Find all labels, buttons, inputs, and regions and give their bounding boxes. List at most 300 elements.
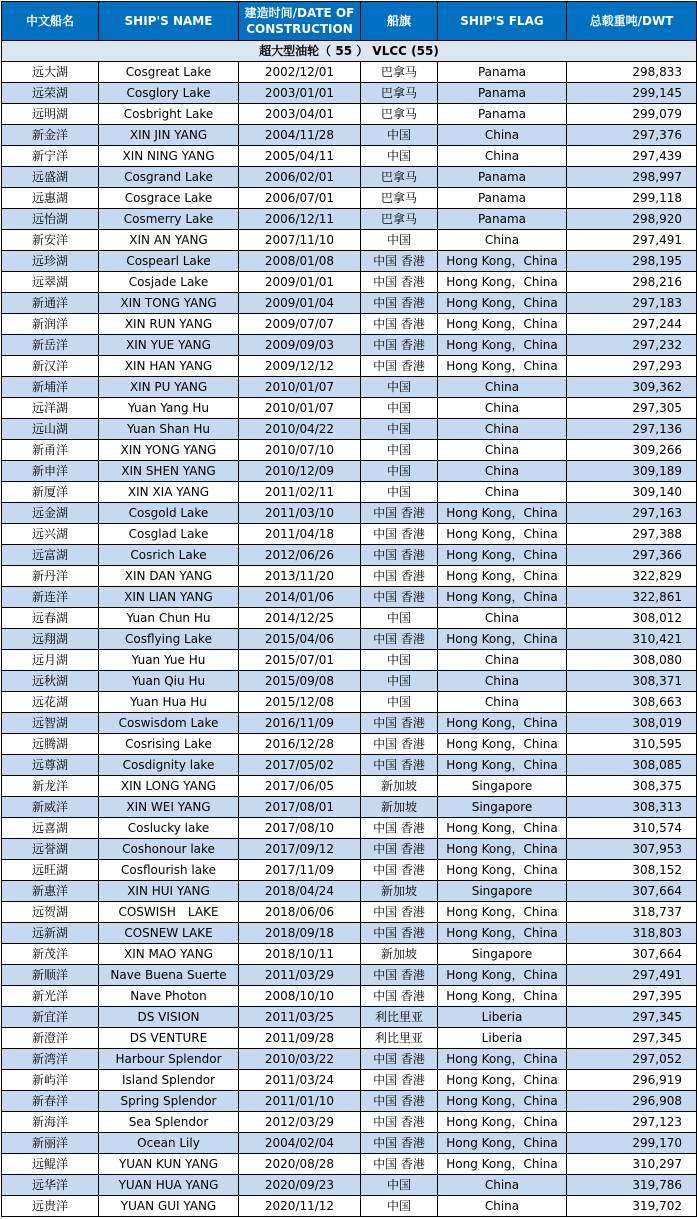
cn-name-cell: 新润洋 — [2, 314, 99, 335]
flag-en-cell: China — [438, 671, 567, 692]
flag-cn-cell: 中国 — [361, 377, 438, 398]
dwt-cell: 307,664 — [567, 881, 697, 902]
cn-name-cell: 新宁洋 — [2, 146, 99, 167]
ship-name-cell: Cosflying Lake — [99, 629, 239, 650]
flag-en-cell: Hong Kong，China — [438, 524, 567, 545]
construction-date-cell: 2016/12/28 — [239, 734, 361, 755]
cn-name-cell: 新湾洋 — [2, 1049, 99, 1070]
table-row — [2, 734, 697, 755]
table-row — [2, 125, 697, 146]
dwt-cell: 297,395 — [567, 986, 697, 1007]
dwt-cell: 297,491 — [567, 965, 697, 986]
table-row — [2, 230, 697, 251]
flag-en-cell: Singapore — [438, 776, 567, 797]
ship-name-cell: Yuan Qiu Hu — [99, 671, 239, 692]
table-row — [2, 608, 697, 629]
flag-en-cell: Liberia — [438, 1028, 567, 1049]
flag-cn-cell: 中国 香港 — [361, 335, 438, 356]
table-row — [2, 1154, 697, 1175]
ship-name-cell: Cosgrace Lake — [99, 188, 239, 209]
ship-name-cell: XIN MAO YANG — [99, 944, 239, 965]
flag-en-cell: Singapore — [438, 881, 567, 902]
flag-en-cell: Hong Kong，China — [438, 818, 567, 839]
flag-en-cell: Hong Kong，China — [438, 965, 567, 986]
flag-cn-cell: 中国 — [361, 440, 438, 461]
cn-name-cell: 远喜湖 — [2, 818, 99, 839]
dwt-cell: 309,362 — [567, 377, 697, 398]
construction-date-cell: 2009/12/12 — [239, 356, 361, 377]
dwt-cell: 297,244 — [567, 314, 697, 335]
dwt-cell: 298,997 — [567, 167, 697, 188]
section-row — [2, 41, 697, 62]
ship-name-cell: Coswisdom Lake — [99, 713, 239, 734]
dwt-cell: 318,803 — [567, 923, 697, 944]
construction-date-cell: 2018/10/11 — [239, 944, 361, 965]
construction-date-cell: 2017/09/12 — [239, 839, 361, 860]
construction-date-cell: 2014/01/06 — [239, 587, 361, 608]
dwt-cell: 310,421 — [567, 629, 697, 650]
ship-name-cell: YUAN HUA YANG — [99, 1175, 239, 1196]
ship-name-cell: Cosflourish lake — [99, 860, 239, 881]
dwt-cell: 296,919 — [567, 1070, 697, 1091]
flag-en-cell: Hong Kong，China — [438, 335, 567, 356]
dwt-cell: 297,293 — [567, 356, 697, 377]
dwt-cell: 308,085 — [567, 755, 697, 776]
construction-date-cell: 2007/11/10 — [239, 230, 361, 251]
dwt-cell: 318,737 — [567, 902, 697, 923]
dwt-cell: 299,145 — [567, 83, 697, 104]
table-row — [2, 881, 697, 902]
table-row — [2, 461, 697, 482]
cn-name-cell: 远新湖 — [2, 923, 99, 944]
flag-en-cell: Hong Kong，China — [438, 839, 567, 860]
table-row — [2, 1007, 697, 1028]
flag-en-cell: China — [438, 146, 567, 167]
cn-name-cell: 新惠洋 — [2, 881, 99, 902]
dwt-cell: 308,371 — [567, 671, 697, 692]
cn-name-cell: 新春洋 — [2, 1091, 99, 1112]
flag-en-cell: Panama — [438, 83, 567, 104]
table-row — [2, 272, 697, 293]
ship-name-cell: Yuan Chun Hu — [99, 608, 239, 629]
construction-date-cell: 2017/08/10 — [239, 818, 361, 839]
flag-cn-cell: 中国 香港 — [361, 587, 438, 608]
ship-name-cell: Harbour Splendor — [99, 1049, 239, 1070]
ship-name-cell: XIN JIN YANG — [99, 125, 239, 146]
table-row — [2, 440, 697, 461]
flag-en-cell: China — [438, 419, 567, 440]
dwt-cell: 297,123 — [567, 1112, 697, 1133]
construction-date-cell: 2017/05/02 — [239, 755, 361, 776]
cn-name-cell: 新龙洋 — [2, 776, 99, 797]
construction-date-cell: 2005/04/11 — [239, 146, 361, 167]
flag-en-cell: Hong Kong，China — [438, 356, 567, 377]
table-row — [2, 818, 697, 839]
table-row — [2, 755, 697, 776]
flag-en-cell: Hong Kong，China — [438, 251, 567, 272]
construction-date-cell: 2018/09/18 — [239, 923, 361, 944]
cn-name-cell: 远盛湖 — [2, 167, 99, 188]
construction-date-cell: 2004/02/04 — [239, 1133, 361, 1154]
cn-name-cell: 远尊湖 — [2, 755, 99, 776]
flag-cn-cell: 巴拿马 — [361, 104, 438, 125]
ship-name-cell: Spring Splendor — [99, 1091, 239, 1112]
construction-date-cell: 2017/06/05 — [239, 776, 361, 797]
flag-en-cell: China — [438, 1175, 567, 1196]
flag-en-cell: Panama — [438, 167, 567, 188]
flag-cn-cell: 巴拿马 — [361, 83, 438, 104]
dwt-cell: 297,366 — [567, 545, 697, 566]
flag-cn-cell: 中国 — [361, 1196, 438, 1217]
ship-name-cell: XIN YUE YANG — [99, 335, 239, 356]
cn-name-cell: 新威洋 — [2, 797, 99, 818]
ship-name-cell: Cosrich Lake — [99, 545, 239, 566]
cn-name-cell: 新连洋 — [2, 587, 99, 608]
flag-cn-cell: 利比里亚 — [361, 1007, 438, 1028]
table-row — [2, 587, 697, 608]
construction-date-cell: 2018/04/24 — [239, 881, 361, 902]
construction-date-cell: 2020/08/28 — [239, 1154, 361, 1175]
table-row — [2, 776, 697, 797]
ship-name-cell: Cosglory Lake — [99, 83, 239, 104]
dwt-cell: 310,595 — [567, 734, 697, 755]
flag-en-cell: China — [438, 692, 567, 713]
flag-en-cell: Panama — [438, 104, 567, 125]
table-row — [2, 419, 697, 440]
cn-name-cell: 新汉洋 — [2, 356, 99, 377]
flag-en-cell: Hong Kong，China — [438, 755, 567, 776]
cn-name-cell: 远智湖 — [2, 713, 99, 734]
table-row — [2, 692, 697, 713]
flag-cn-cell: 中国 香港 — [361, 524, 438, 545]
dwt-cell: 308,080 — [567, 650, 697, 671]
cn-name-cell: 新通洋 — [2, 293, 99, 314]
dwt-cell: 309,189 — [567, 461, 697, 482]
cn-name-cell: 新屿洋 — [2, 1070, 99, 1091]
cn-name-cell: 远旺湖 — [2, 860, 99, 881]
ship-name-cell: XIN RUN YANG — [99, 314, 239, 335]
table-row — [2, 356, 697, 377]
flag-en-cell: China — [438, 608, 567, 629]
dwt-cell: 322,829 — [567, 566, 697, 587]
flag-cn-cell: 中国 — [361, 230, 438, 251]
table-row — [2, 83, 697, 104]
flag-en-cell: Hong Kong，China — [438, 587, 567, 608]
flag-cn-cell: 中国 香港 — [361, 1091, 438, 1112]
construction-date-cell: 2011/09/28 — [239, 1028, 361, 1049]
construction-date-cell: 2017/11/09 — [239, 860, 361, 881]
cn-name-cell: 远誉湖 — [2, 839, 99, 860]
construction-date-cell: 2013/11/20 — [239, 566, 361, 587]
flag-cn-cell: 中国 — [361, 671, 438, 692]
dwt-cell: 296,908 — [567, 1091, 697, 1112]
flag-en-cell: Hong Kong，China — [438, 1154, 567, 1175]
table-row — [2, 146, 697, 167]
table-row — [2, 377, 697, 398]
flag-cn-cell: 中国 — [361, 461, 438, 482]
construction-date-cell: 2008/01/08 — [239, 251, 361, 272]
construction-date-cell: 2006/07/01 — [239, 188, 361, 209]
flag-cn-cell: 中国 香港 — [361, 965, 438, 986]
flag-cn-cell: 中国 — [361, 1175, 438, 1196]
ship-name-cell: DS VISION — [99, 1007, 239, 1028]
dwt-cell: 297,345 — [567, 1007, 697, 1028]
flag-en-cell: China — [438, 1196, 567, 1217]
header-dwt: 总载重吨/DWT — [567, 2, 697, 41]
flag-cn-cell: 新加坡 — [361, 944, 438, 965]
flag-cn-cell: 中国 香港 — [361, 629, 438, 650]
flag-cn-cell: 中国 香港 — [361, 314, 438, 335]
flag-en-cell: China — [438, 482, 567, 503]
construction-date-cell: 2010/01/07 — [239, 377, 361, 398]
header-flag-cn: 船旗 — [361, 2, 438, 41]
flag-en-cell: Hong Kong，China — [438, 713, 567, 734]
flag-en-cell: Hong Kong，China — [438, 734, 567, 755]
flag-cn-cell: 中国 香港 — [361, 293, 438, 314]
ship-name-cell: Cosbright Lake — [99, 104, 239, 125]
flag-en-cell: Hong Kong，China — [438, 860, 567, 881]
dwt-cell: 308,012 — [567, 608, 697, 629]
ship-name-cell: XIN SHEN YANG — [99, 461, 239, 482]
table-row — [2, 797, 697, 818]
cn-name-cell: 远兴湖 — [2, 524, 99, 545]
header-flag-en: SHIP'S FLAG — [438, 2, 567, 41]
construction-date-cell: 2017/08/01 — [239, 797, 361, 818]
dwt-cell: 319,786 — [567, 1175, 697, 1196]
fleet-table — [1, 1, 697, 1217]
flag-en-cell: Hong Kong，China — [438, 293, 567, 314]
flag-en-cell: Hong Kong，China — [438, 923, 567, 944]
construction-date-cell: 2018/06/06 — [239, 902, 361, 923]
ship-name-cell: XIN PU YANG — [99, 377, 239, 398]
flag-cn-cell: 中国 香港 — [361, 755, 438, 776]
flag-en-cell: China — [438, 230, 567, 251]
cn-name-cell: 远秋湖 — [2, 671, 99, 692]
flag-cn-cell: 巴拿马 — [361, 167, 438, 188]
cn-name-cell: 远月湖 — [2, 650, 99, 671]
table-row — [2, 629, 697, 650]
ship-name-cell: Yuan Yang Hu — [99, 398, 239, 419]
ship-name-cell: Yuan Shan Hu — [99, 419, 239, 440]
flag-cn-cell: 巴拿马 — [361, 188, 438, 209]
construction-date-cell: 2012/06/26 — [239, 545, 361, 566]
flag-en-cell: Hong Kong，China — [438, 1091, 567, 1112]
construction-date-cell: 2010/12/09 — [239, 461, 361, 482]
construction-date-cell: 2016/11/09 — [239, 713, 361, 734]
flag-cn-cell: 中国 香港 — [361, 1133, 438, 1154]
ship-name-cell: COSNEW LAKE — [99, 923, 239, 944]
construction-date-cell: 2015/09/08 — [239, 671, 361, 692]
table-row — [2, 482, 697, 503]
cn-name-cell: 新宜洋 — [2, 1007, 99, 1028]
ship-name-cell: YUAN KUN YANG — [99, 1154, 239, 1175]
flag-cn-cell: 中国 香港 — [361, 545, 438, 566]
table-row — [2, 650, 697, 671]
cn-name-cell: 新申洋 — [2, 461, 99, 482]
ship-name-cell: XIN AN YANG — [99, 230, 239, 251]
table-row — [2, 566, 697, 587]
flag-cn-cell: 中国 香港 — [361, 818, 438, 839]
dwt-cell: 297,136 — [567, 419, 697, 440]
flag-cn-cell: 中国 香港 — [361, 860, 438, 881]
flag-cn-cell: 中国 香港 — [361, 1070, 438, 1091]
cn-name-cell: 新茂洋 — [2, 944, 99, 965]
ship-name-cell: XIN XIA YANG — [99, 482, 239, 503]
cn-name-cell: 新澄洋 — [2, 1028, 99, 1049]
construction-date-cell: 2015/12/08 — [239, 692, 361, 713]
table-row — [2, 251, 697, 272]
construction-date-cell: 2010/01/07 — [239, 398, 361, 419]
flag-en-cell: China — [438, 440, 567, 461]
construction-date-cell: 2015/04/06 — [239, 629, 361, 650]
dwt-cell: 308,663 — [567, 692, 697, 713]
table-row — [2, 398, 697, 419]
cn-name-cell: 远怡湖 — [2, 209, 99, 230]
construction-date-cell: 2003/01/01 — [239, 83, 361, 104]
table-row — [2, 671, 697, 692]
construction-date-cell: 2011/02/11 — [239, 482, 361, 503]
table-row — [2, 545, 697, 566]
table-row — [2, 1196, 697, 1217]
cn-name-cell: 远惠湖 — [2, 188, 99, 209]
flag-en-cell: Hong Kong，China — [438, 1133, 567, 1154]
construction-date-cell: 2009/07/07 — [239, 314, 361, 335]
table-row — [2, 839, 697, 860]
dwt-cell: 307,953 — [567, 839, 697, 860]
dwt-cell: 297,491 — [567, 230, 697, 251]
dwt-cell: 297,439 — [567, 146, 697, 167]
flag-cn-cell: 中国 香港 — [361, 251, 438, 272]
ship-name-cell: Coshonour lake — [99, 839, 239, 860]
ship-name-cell: XIN TONG YANG — [99, 293, 239, 314]
construction-date-cell: 2010/07/10 — [239, 440, 361, 461]
dwt-cell: 297,183 — [567, 293, 697, 314]
dwt-cell: 322,861 — [567, 587, 697, 608]
table-row — [2, 1112, 697, 1133]
flag-cn-cell: 中国 香港 — [361, 923, 438, 944]
flag-en-cell: Hong Kong，China — [438, 986, 567, 1007]
ship-name-cell: Cosglad Lake — [99, 524, 239, 545]
header-construction-date — [239, 2, 361, 41]
ship-name-cell: XIN HAN YANG — [99, 356, 239, 377]
flag-cn-cell: 中国 香港 — [361, 1154, 438, 1175]
dwt-cell: 310,297 — [567, 1154, 697, 1175]
flag-en-cell: Hong Kong，China — [438, 314, 567, 335]
cn-name-cell: 新甬洋 — [2, 440, 99, 461]
cn-name-cell: 远腾湖 — [2, 734, 99, 755]
cn-name-cell: 新岳洋 — [2, 335, 99, 356]
dwt-cell: 310,574 — [567, 818, 697, 839]
dwt-cell: 308,313 — [567, 797, 697, 818]
header-date-line1: 建造时间/DATE OF — [244, 6, 355, 20]
flag-cn-cell: 新加坡 — [361, 776, 438, 797]
flag-en-cell: China — [438, 377, 567, 398]
ship-name-cell: Cosmerry Lake — [99, 209, 239, 230]
dwt-cell: 299,170 — [567, 1133, 697, 1154]
table-row — [2, 167, 697, 188]
table-row — [2, 1175, 697, 1196]
flag-en-cell: Hong Kong，China — [438, 902, 567, 923]
ship-name-cell: XIN LONG YANG — [99, 776, 239, 797]
ship-name-cell: Ocean Lily — [99, 1133, 239, 1154]
flag-en-cell: Panama — [438, 209, 567, 230]
cn-name-cell: 新金洋 — [2, 125, 99, 146]
construction-date-cell: 2014/12/25 — [239, 608, 361, 629]
ship-name-cell: XIN LIAN YANG — [99, 587, 239, 608]
construction-date-cell: 2011/03/10 — [239, 503, 361, 524]
ship-name-cell: YUAN GUI YANG — [99, 1196, 239, 1217]
ship-name-cell: DS VENTURE — [99, 1028, 239, 1049]
flag-en-cell: Hong Kong，China — [438, 272, 567, 293]
cn-name-cell: 新安洋 — [2, 230, 99, 251]
flag-en-cell: Hong Kong，China — [438, 1070, 567, 1091]
table-row — [2, 902, 697, 923]
flag-en-cell: Hong Kong，China — [438, 566, 567, 587]
table-row — [2, 188, 697, 209]
ship-name-cell: Nave Buena Suerte — [99, 965, 239, 986]
cn-name-cell: 远金湖 — [2, 503, 99, 524]
construction-date-cell: 2020/11/12 — [239, 1196, 361, 1217]
table-row — [2, 1070, 697, 1091]
flag-en-cell: China — [438, 650, 567, 671]
flag-cn-cell: 中国 香港 — [361, 1112, 438, 1133]
flag-cn-cell: 新加坡 — [361, 881, 438, 902]
ship-name-cell: Yuan Hua Hu — [99, 692, 239, 713]
flag-cn-cell: 中国 香港 — [361, 902, 438, 923]
ship-name-cell: Island Splendor — [99, 1070, 239, 1091]
construction-date-cell: 2009/09/03 — [239, 335, 361, 356]
cn-name-cell: 远贺湖 — [2, 902, 99, 923]
cn-name-cell: 新光洋 — [2, 986, 99, 1007]
cn-name-cell: 远翔湖 — [2, 629, 99, 650]
ship-name-cell: Cosdignity lake — [99, 755, 239, 776]
cn-name-cell: 远荣湖 — [2, 83, 99, 104]
header-row — [2, 2, 697, 41]
table-row — [2, 209, 697, 230]
table-row — [2, 314, 697, 335]
table-row — [2, 713, 697, 734]
table-row — [2, 923, 697, 944]
construction-date-cell: 2011/01/10 — [239, 1091, 361, 1112]
cn-name-cell: 远洋湖 — [2, 398, 99, 419]
header-date-line2: CONSTRUCTION — [246, 22, 353, 36]
table-row — [2, 104, 697, 125]
dwt-cell: 297,232 — [567, 335, 697, 356]
ship-name-cell: XIN DAN YANG — [99, 566, 239, 587]
dwt-cell: 297,376 — [567, 125, 697, 146]
table-row — [2, 1049, 697, 1070]
dwt-cell: 297,345 — [567, 1028, 697, 1049]
construction-date-cell: 2008/10/10 — [239, 986, 361, 1007]
flag-cn-cell: 中国 香港 — [361, 839, 438, 860]
dwt-cell: 308,375 — [567, 776, 697, 797]
flag-cn-cell: 中国 — [361, 125, 438, 146]
table-row — [2, 944, 697, 965]
cn-name-cell: 新埔洋 — [2, 377, 99, 398]
construction-date-cell: 2011/04/18 — [239, 524, 361, 545]
cn-name-cell: 远珍湖 — [2, 251, 99, 272]
ship-name-cell: Cosgreat Lake — [99, 62, 239, 83]
flag-cn-cell: 新加坡 — [361, 797, 438, 818]
construction-date-cell: 2006/12/11 — [239, 209, 361, 230]
table-row — [2, 293, 697, 314]
ship-name-cell: XIN HUI YANG — [99, 881, 239, 902]
dwt-cell: 298,833 — [567, 62, 697, 83]
table-row — [2, 1028, 697, 1049]
flag-cn-cell: 巴拿马 — [361, 209, 438, 230]
cn-name-cell: 新丽洋 — [2, 1133, 99, 1154]
table-row — [2, 1133, 697, 1154]
